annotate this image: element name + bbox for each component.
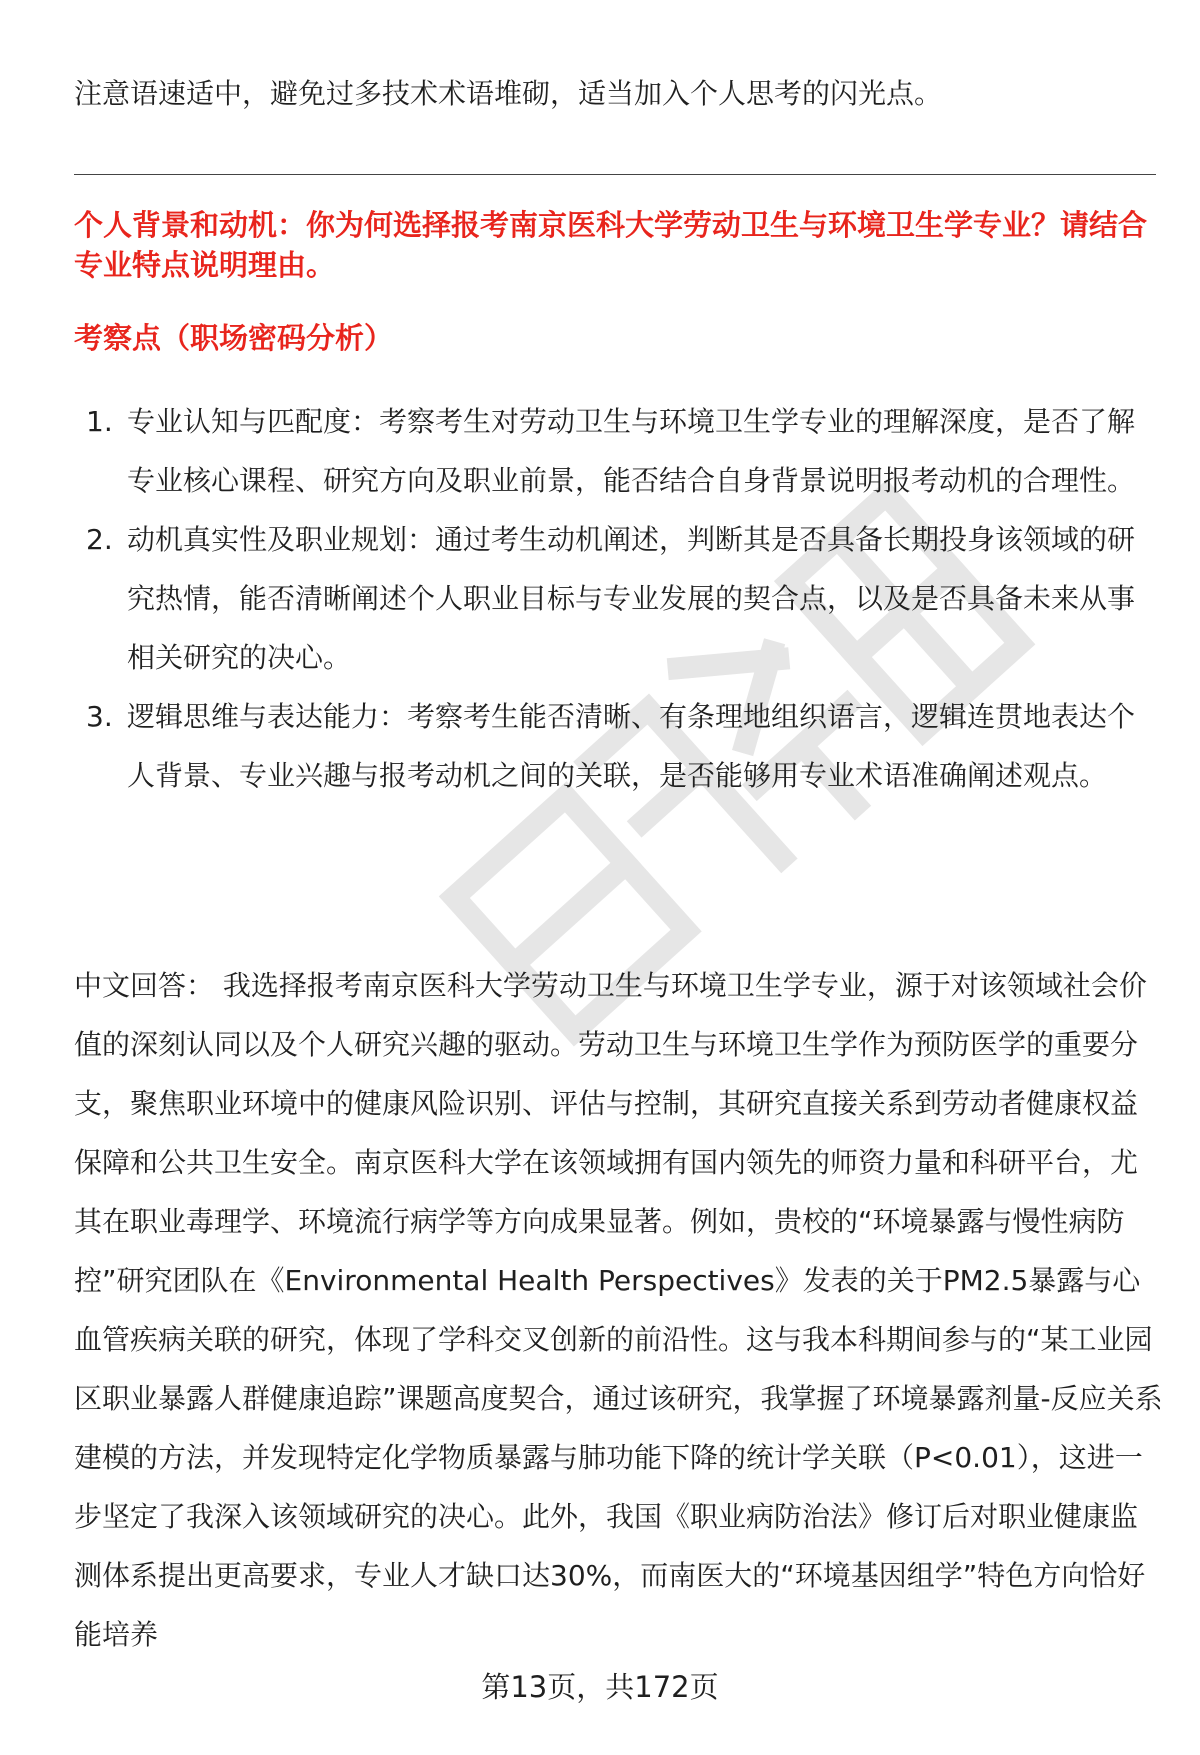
intro-line: 注意语速适中，避免过多技术术语堆砌，适当加入个人思考的闪光点。 [74, 77, 943, 110]
exam-point-text: 专业认知与匹配度：考察考生对劳动卫生与环境卫生学专业的理解深度，是否了解专业核心课程、研究方向及职业前景，能否结合自身背景说明报考动机的合理性。 [127, 405, 1136, 497]
exam-point-item [74, 392, 1159, 510]
exam-points-heading: 考察点（职场密码分析） [74, 321, 394, 355]
exam-point-text: 动机真实性及职业规划：通过考生动机阐述，判断其是否具备长期投身该领域的研究热情，能否清晰阐述个人职业目标与专业发展的契合点，以及是否具备未来从事相关研究的决心。 [127, 523, 1136, 674]
exam-point-number: 2. [86, 523, 113, 556]
exam-point-item [74, 510, 1159, 687]
exam-point-text: 逻辑思维与表达能力：考察考生能否清晰、有条理地组织语言，逻辑连贯地表达个人背景、专业兴趣与报考动机之间的关联，是否能够用专业术语准确阐述观点。 [127, 700, 1136, 792]
question-heading: 个人背景和动机：你为何选择报考南京医科大学劳动卫生与环境卫生学专业？请结合专业特点说明理由。 [74, 208, 1148, 282]
exam-point-number: 3. [86, 700, 113, 733]
exam-point-number: 1. [86, 405, 113, 438]
section-divider [74, 174, 1156, 175]
page-number-footer: 第13页，共172页 [481, 1670, 719, 1704]
answer-paragraph: 中文回答： 我选择报考南京医科大学劳动卫生与环境卫生学专业，源于对该领域社会价值的深刻认同以及个人研究兴趣的驱动。劳动卫生与环境卫生学作为预防医学的重要分支，聚焦职业环境中的健康风险识别、评估与控制，其研究直接关系到劳动者健康权益保障和公共卫生安全。南京医科大学在该领域拥有国内领先的师资力量和科研平台，尤其在职业毒理学、环境流行病学等方向成果显著。例如，贵校的“环境暴露与慢性病防控”研究团队在《Environmental Health Perspectives》发表的关于PM2.5暴露与心血管疾病关联的研究，体现了学科交叉创新的前沿性。这与我本科期间参与的“某工业园区职业暴露人群健康追踪”课题高度契合，通过该研究，我掌握了环境暴露剂量-反应关系建模的方法，并发现特定化学物质暴露与肺功能下降的统计学关联（P<0.01），这进一步坚定了我深入该领域研究的决心。此外，我国《职业病防治法》修订后对职业健康监测体系提出更高要求，专业人才缺口达30%，而南医大的“环境基因组学”特色方向恰好能培养 [74, 969, 1163, 1651]
exam-point-item [74, 687, 1159, 805]
exam-points-list [74, 392, 1159, 805]
